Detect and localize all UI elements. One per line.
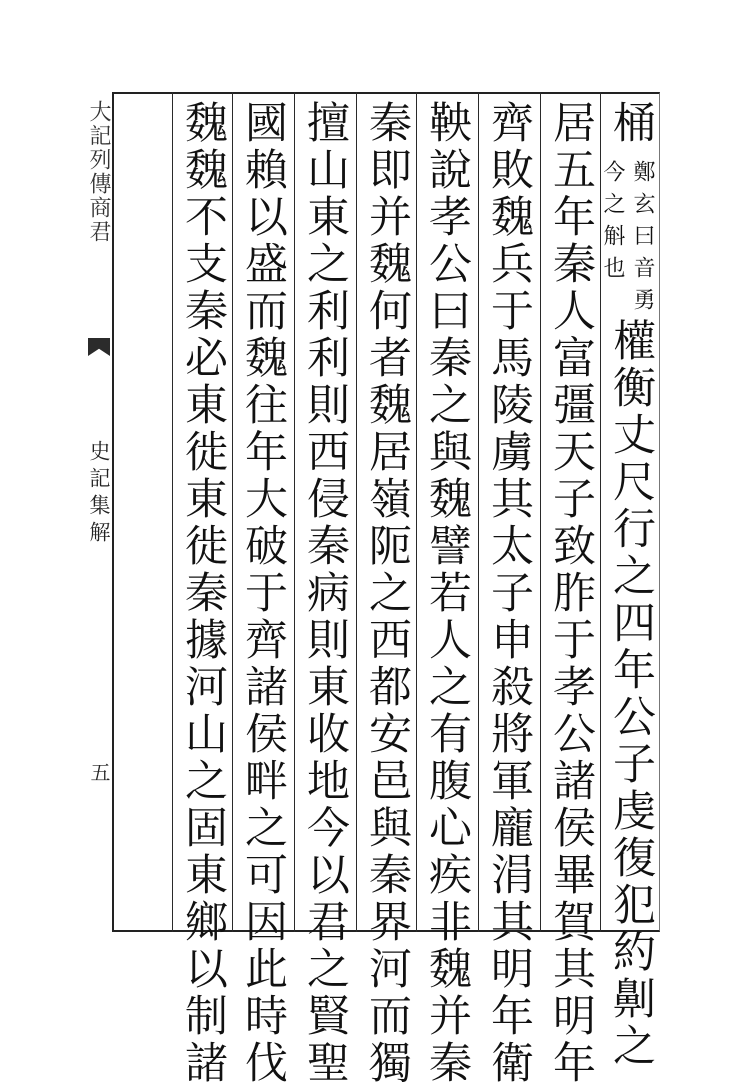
margin-header-text: 大記列傳商君 (86, 100, 111, 244)
text-column: 居五年秦人富彊天子致胙于孝公諸侯畢賀其明年 (546, 100, 596, 1087)
annotation-line: 今之斛也 (600, 160, 625, 288)
fish-tail-mark (88, 338, 110, 356)
column-rule (172, 92, 173, 932)
column-rule (232, 92, 233, 932)
annotation-line: 鄭玄曰音勇 (630, 160, 655, 320)
text-column: 鞅說孝公曰秦之與魏譬若人之有腹心疾非魏并秦 (422, 100, 472, 1087)
column-rule (416, 92, 417, 932)
text-column: 國賴以盛而魏往年大破于齊諸侯畔之可因此時伐 (238, 100, 288, 1087)
column-rule (294, 92, 295, 932)
text-column: 權衡丈尺行之四年公子虔復犯約劓之 (606, 318, 656, 1070)
text-column: 擅山東之利利則西侵秦病則東收地今以君之賢聖 (300, 100, 350, 1087)
text-column-large-char: 桶 (606, 100, 656, 147)
margin-book-title: 史記集解 (87, 440, 111, 548)
column-rule (540, 92, 541, 932)
text-column: 齊敗魏兵于馬陵虜其太子申殺將軍龐涓其明年衛 (484, 100, 534, 1087)
column-rule (356, 92, 357, 932)
column-rule (478, 92, 479, 932)
margin-page-number: 五 (87, 762, 111, 782)
text-column: 魏魏不支秦必東徙東徙秦據河山之固東鄉以制諸 (178, 100, 228, 1087)
text-column: 秦即并魏何者魏居嶺阨之西都安邑與秦界河而獨 (362, 100, 412, 1087)
